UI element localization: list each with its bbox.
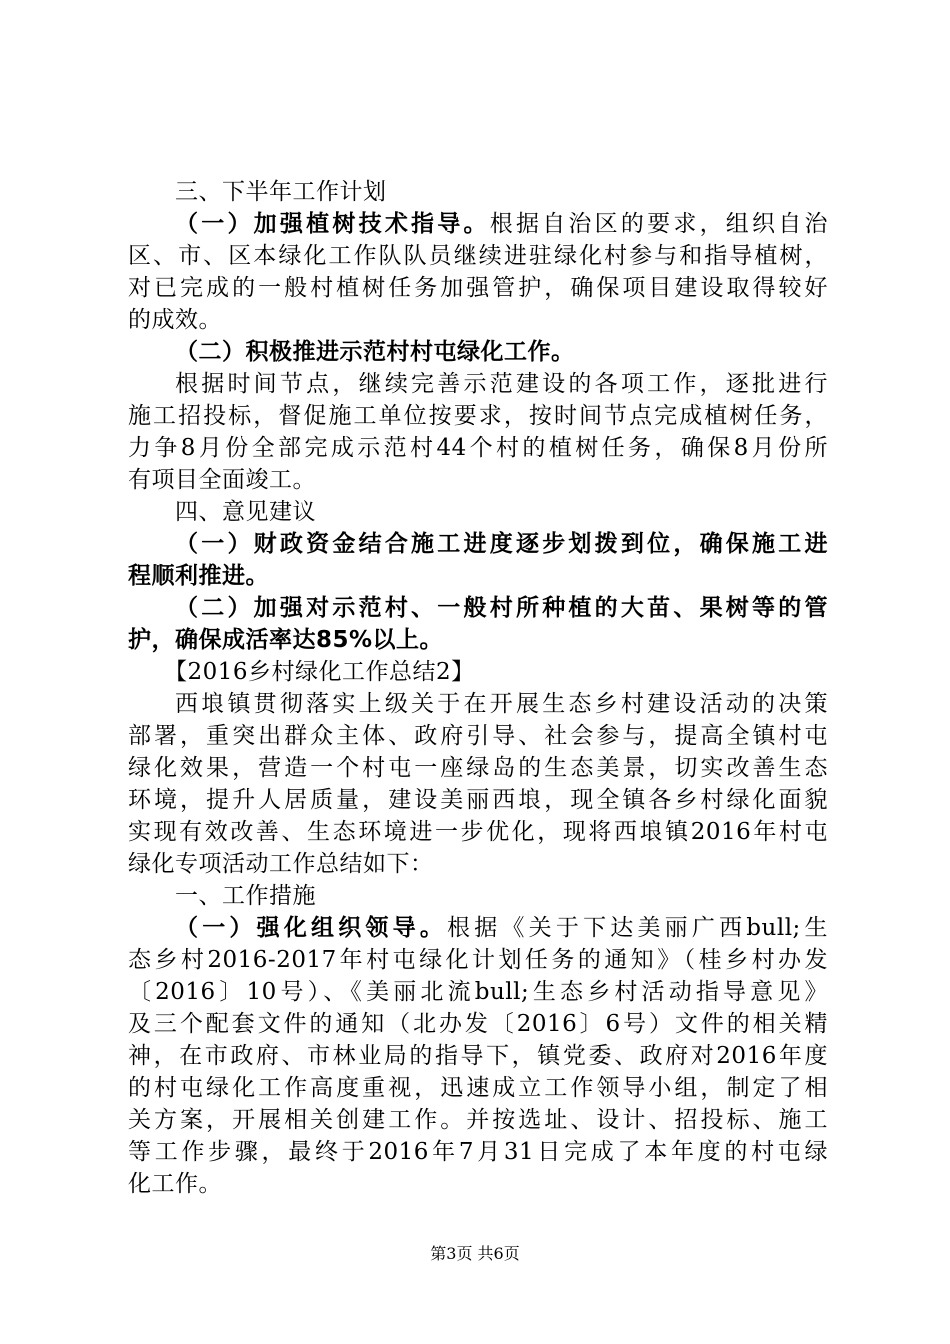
paragraph-line: 神，在市政府、市林业局的指导下，镇党委、政府对2016年度: [128, 1043, 828, 1069]
paragraph-line: 根据时间节点，继续完善示范建设的各项工作，逐批进行: [175, 371, 828, 397]
paragraph-line: 关方案，开展相关创建工作。并按选址、设计、招投标、施工: [128, 1107, 828, 1133]
paragraph-line: 的成效。: [128, 307, 222, 333]
paragraph-line: 区、市、区本绿化工作队队员继续进驻绿化村参与和指导植树，: [128, 243, 828, 269]
paragraph-line: 环境，提升人居质量，建设美丽西埌，现全镇各乡村绿化面貌: [128, 787, 828, 813]
section-heading-plan: 三、下半年工作计划: [175, 179, 387, 205]
paragraph-line: 西埌镇贯彻落实上级关于在开展生态乡村建设活动的决策: [175, 691, 828, 717]
paragraph-line: 力争8月份全部完成示范村44个村的植树任务，确保8月份所: [128, 435, 828, 461]
section-heading-suggestions: 四、意见建议: [175, 499, 316, 525]
page-footer: 第3页 共6页: [430, 1244, 520, 1263]
paragraph-text: 根据自治区的要求，组织自治: [489, 211, 829, 237]
paragraph-line: 及三个配套文件的通知（北办发〔2016〕6号）文件的相关精: [128, 1011, 828, 1037]
document-page: [128, 176, 828, 1200]
paragraph-line: [128, 912, 828, 944]
subheading-organization: （一）强化组织领导。: [175, 915, 448, 941]
paragraph-line: 化工作。: [128, 1171, 222, 1197]
summary-title: 【2016乡村绿化工作总结2】: [164, 659, 475, 685]
paragraph-line: 施工招投标，督促施工单位按要求，按时间节点完成植树任务，: [128, 403, 828, 429]
subheading-demo-village: （二）积极推进示范村村屯绿化工作。: [175, 339, 575, 365]
paragraph-line: 态乡村2016-2017年村屯绿化计划任务的通知》（桂乡村办发: [128, 947, 828, 973]
suggestion-item-1-cont: 程顺利推进。: [128, 563, 269, 589]
subheading-technical-guidance: （一）加强植树技术指导。: [175, 211, 490, 237]
suggestion-item-1: （一）财政资金结合施工进度逐步划拨到位，确保施工进: [175, 531, 828, 557]
paragraph-line: [128, 208, 828, 240]
paragraph-line: 实现有效改善、生态环境进一步优化，现将西埌镇2016年村屯: [128, 819, 828, 845]
paragraph-text: 根据《关于下达美丽广西bull;生: [447, 915, 828, 941]
paragraph-line: 部署，重突出群众主体、政府引导、社会参与，提高全镇村屯: [128, 723, 828, 749]
suggestion-item-2-cont: 护，确保成活率达85%以上。: [128, 627, 444, 653]
suggestion-item-2: （二）加强对示范村、一般村所种植的大苗、果树等的管: [175, 595, 828, 621]
paragraph-line: 有项目全面竣工。: [128, 467, 316, 493]
paragraph-line: 绿化专项活动工作总结如下：: [128, 851, 434, 877]
paragraph-line: 等工作步骤，最终于2016年7月31日完成了本年度的村屯绿: [128, 1139, 828, 1165]
section-heading-measures: 一、工作措施: [175, 883, 316, 909]
paragraph-line: 的村屯绿化工作高度重视，迅速成立工作领导小组，制定了相: [128, 1075, 828, 1101]
paragraph-line: 对已完成的一般村植树任务加强管护，确保项目建设取得较好: [128, 275, 828, 301]
paragraph-line: 绿化效果，营造一个村屯一座绿岛的生态美景，切实改善生态: [128, 755, 828, 781]
paragraph-line: 〔2016〕10号）、《美丽北流bull;生态乡村活动指导意见》: [128, 979, 828, 1005]
